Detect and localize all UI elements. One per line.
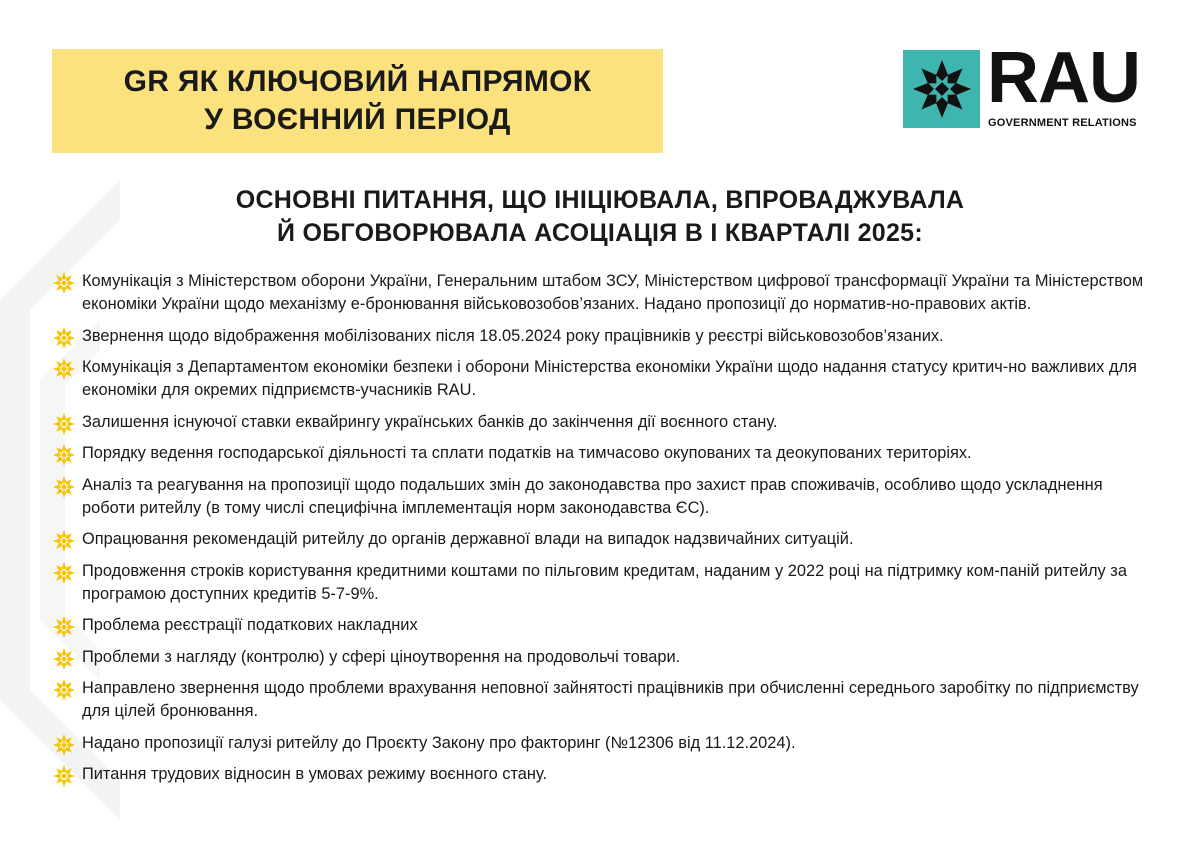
list-item-text: Порядку ведення господарської діяльності та сплати податків на тимчасово окупованих та деокупованих територіях. [82, 444, 972, 462]
list-item-10 [52, 646, 1152, 669]
ornament-star-icon [52, 443, 76, 467]
list-item-9 [52, 614, 1152, 637]
ornament-star-icon [52, 529, 76, 553]
ornament-star-icon [52, 764, 76, 788]
list-item-12 [52, 732, 1152, 755]
list-item-text: Залишення існуючої ставки еквайрингу українських банків до закінчення дії воєнного стану. [82, 412, 778, 431]
ornament-star-icon [52, 271, 76, 295]
list-item-3 [52, 356, 1152, 402]
logo-wordmark: RAU [987, 38, 1140, 118]
section-heading-line-1: ОСНОВНІ ПИТАННЯ, ЩО ІНІЦІЮВАЛА, ВПРОВАДЖУВАЛА [235, 186, 965, 214]
eight-point-star-icon [910, 57, 974, 121]
ornament-star-icon [52, 357, 76, 381]
ornament-star-icon [52, 647, 76, 671]
list-item-text: Опрацювання рекомендацій ритейлу до органів державної влади на випадок надзвичайних ситуацій. [82, 530, 854, 548]
list-item-text: Комунікація з Департаментом економіки безпеки і оборони Міністерства економіки України щодо надання статусу критич-но важливих для економіки для окремих підприємств-учасників RAU. [82, 358, 1137, 399]
list-item-text: Продовження строків користування кредитними коштами по пільговим кредитам, наданим у 2022 році на підтримку ком-паній ритейлу за програмою доступних кредитів 5-7-9%. [82, 561, 1127, 603]
ornament-star-icon [52, 412, 76, 436]
list-item-text: Проблеми з нагляду (контролю) у сфері ціноутворення на продовольчі товари. [82, 647, 681, 666]
logo-star-square [903, 50, 980, 128]
section-heading [0, 184, 1200, 250]
list-item-4 [52, 411, 1152, 434]
list-item-text: Звернення щодо відображення мобілізованих після 18.05.2024 року працівників у реєстрі військовозобов’язаних. [82, 326, 944, 345]
list-item-11 [52, 677, 1152, 723]
ornament-star-icon [52, 326, 76, 350]
ornament-star-icon [52, 475, 76, 499]
list-item-6 [52, 474, 1152, 520]
ornament-star-icon [52, 615, 76, 639]
title-line-1: GR ЯК КЛЮЧОВИЙ НАПРЯМОК [123, 65, 592, 98]
list-item-text: Надано пропозиції галузі ритейлу до Проєкту Закону про факторинг (№12306 від 11.12.2024). [82, 733, 796, 752]
ornament-star-icon [52, 733, 76, 757]
rau-logo [903, 38, 1153, 132]
list-item-2 [52, 325, 1152, 348]
list-item-1 [52, 270, 1152, 316]
list-item-13 [52, 763, 1152, 786]
list-item-text: Питання трудових відносин в умовах режиму воєнного стану. [82, 765, 548, 783]
ornament-star-icon [52, 561, 76, 585]
list-item-text: Проблема реєстрації податкових накладних [82, 616, 418, 634]
ornament-star-icon [52, 678, 76, 702]
section-heading-line-2: Й ОБГОВОРЮВАЛА АСОЦІАЦІЯ В І КВАРТАЛІ 2025: [276, 219, 924, 247]
list-item-text: Аналіз та реагування на пропозиції щодо подальших змін до законодавства про захист прав споживачів, особливо щодо ускладнення роботи ритейлу (в тому числі специфічна імплементація норм законодавства ЄС). [82, 475, 1103, 517]
list-item-5 [52, 442, 1152, 465]
list-item-text: Направлено звернення щодо проблеми врахування неповної зайнятості працівників при обчисленні середнього заробітку по підприємству для цілей бронювання. [82, 679, 1139, 720]
title-line-2: У ВОЄННИЙ ПЕРІОД [204, 103, 511, 136]
list-item-7 [52, 528, 1152, 551]
title-banner [52, 49, 663, 153]
issues-list [52, 270, 1152, 795]
logo-subtitle: GOVERNMENT RELATIONS [988, 117, 1137, 129]
list-item-text: Комунікація з Міністерством оборони України, Генеральним штабом ЗСУ, Міністерством цифрової трансформації України та Міністерством економіки України щодо механізму е-бронювання військовозобов’язаних. Надано пропозиції до норматив-но-правових актів. [82, 272, 1144, 313]
list-item-8 [52, 560, 1152, 606]
